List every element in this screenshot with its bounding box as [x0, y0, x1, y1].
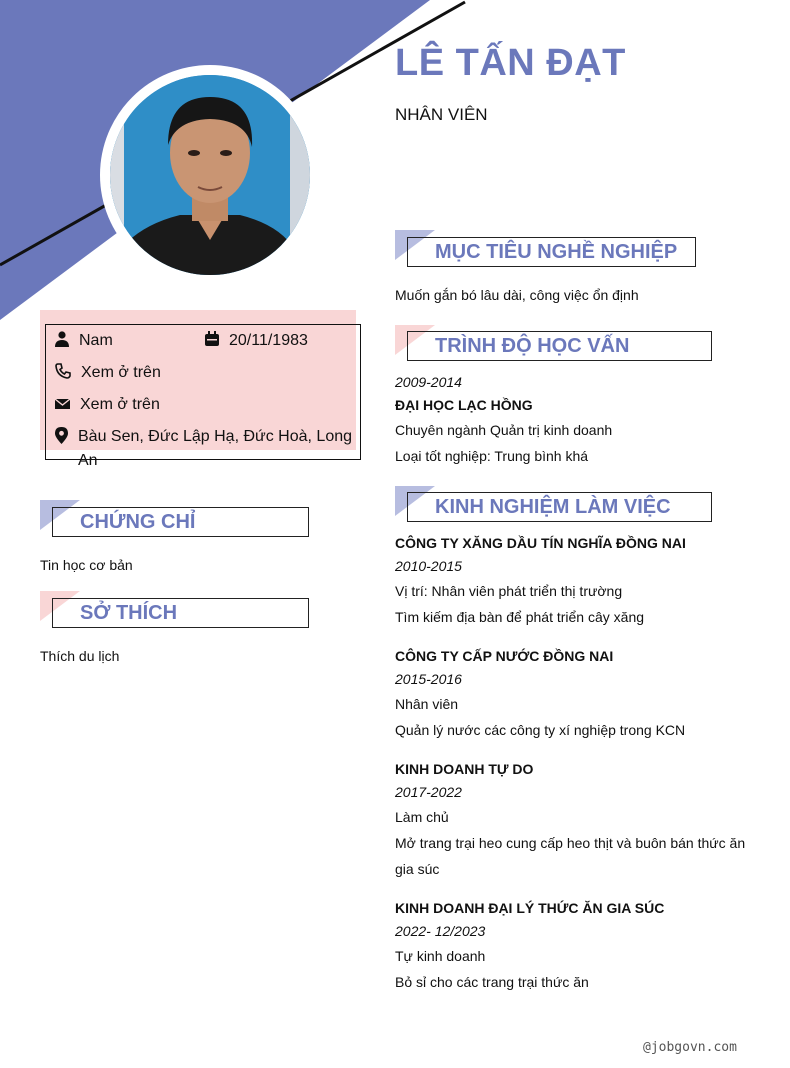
education-title: TRÌNH ĐỘ HỌC VẤN: [435, 335, 630, 357]
envelope-icon: [55, 395, 70, 411]
education-period: 2009-2014: [395, 374, 462, 390]
profile-photo: [110, 75, 310, 275]
job-role: Vị trí: Nhân viên phát triển thị trường: [395, 583, 623, 599]
certificates-title: CHỨNG CHỈ: [80, 511, 196, 533]
job-period: 2015-2016: [395, 671, 462, 687]
job-period: 2010-2015: [395, 558, 462, 574]
job-period: 2022- 12/2023: [395, 923, 486, 939]
footer-watermark: @jobgovn.com: [643, 1040, 737, 1055]
contact-phone: Xem ở trên: [55, 361, 161, 385]
education-major: Chuyên ngành Quản trị kinh doanh: [395, 422, 613, 438]
education-school: ĐẠI HỌC LẠC HỒNG: [395, 397, 533, 413]
job-description: Quản lý nước các công ty xí nghiệp trong KCN: [395, 722, 686, 738]
job-description: Tìm kiếm địa bàn để phát triển cây xăng: [395, 609, 645, 625]
job-role: Nhân viên: [395, 696, 459, 712]
job-description-cont: gia súc: [395, 861, 440, 877]
job-description: Bỏ sỉ cho các trang trại thức ăn: [395, 974, 589, 990]
phone-icon: [55, 363, 71, 379]
calendar-icon: [205, 331, 219, 347]
job-period: 2017-2022: [395, 784, 462, 800]
contact-address: Bàu Sen, Đức Lập Hạ, Đức Hoà, Long An: [55, 425, 352, 473]
job-company: KINH DOANH ĐẠI LÝ THỨC ĂN GIA SÚC: [395, 900, 665, 916]
hobby-item: Thích du lịch: [40, 648, 120, 664]
objective-title: MỤC TIÊU NGHỀ NGHIỆP: [435, 241, 678, 263]
job-company: CÔNG TY XĂNG DẦU TÍN NGHĨA ĐỒNG NAI: [395, 535, 686, 551]
contact-email: Xem ở trên: [55, 393, 160, 417]
job-role: Tự kinh doanh: [395, 948, 486, 964]
job-role: Làm chủ: [395, 809, 449, 825]
experience-title: KINH NGHIỆM LÀM VIỆC: [435, 496, 671, 518]
candidate-position: NHÂN VIÊN: [395, 105, 488, 124]
map-pin-icon: [55, 427, 68, 444]
contact-gender: Nam: [55, 329, 113, 353]
job-company: KINH DOANH TỰ DO: [395, 761, 534, 777]
education-grade: Loại tốt nghiệp: Trung bình khá: [395, 448, 589, 464]
candidate-name: LÊ TẤN ĐẠT: [395, 42, 626, 84]
contact-birthday: 20/11/1983: [205, 329, 308, 353]
user-icon: [55, 331, 69, 347]
objective-text: Muốn gắn bó lâu dài, công việc ổn định: [395, 287, 639, 303]
certificate-item: Tin học cơ bản: [40, 557, 133, 573]
hobbies-title: SỞ THÍCH: [80, 602, 178, 624]
job-description: Mở trang trại heo cung cấp heo thịt và buôn bán thức ăn: [395, 835, 746, 851]
job-company: CÔNG TY CẤP NƯỚC ĐỒNG NAI: [395, 648, 614, 664]
